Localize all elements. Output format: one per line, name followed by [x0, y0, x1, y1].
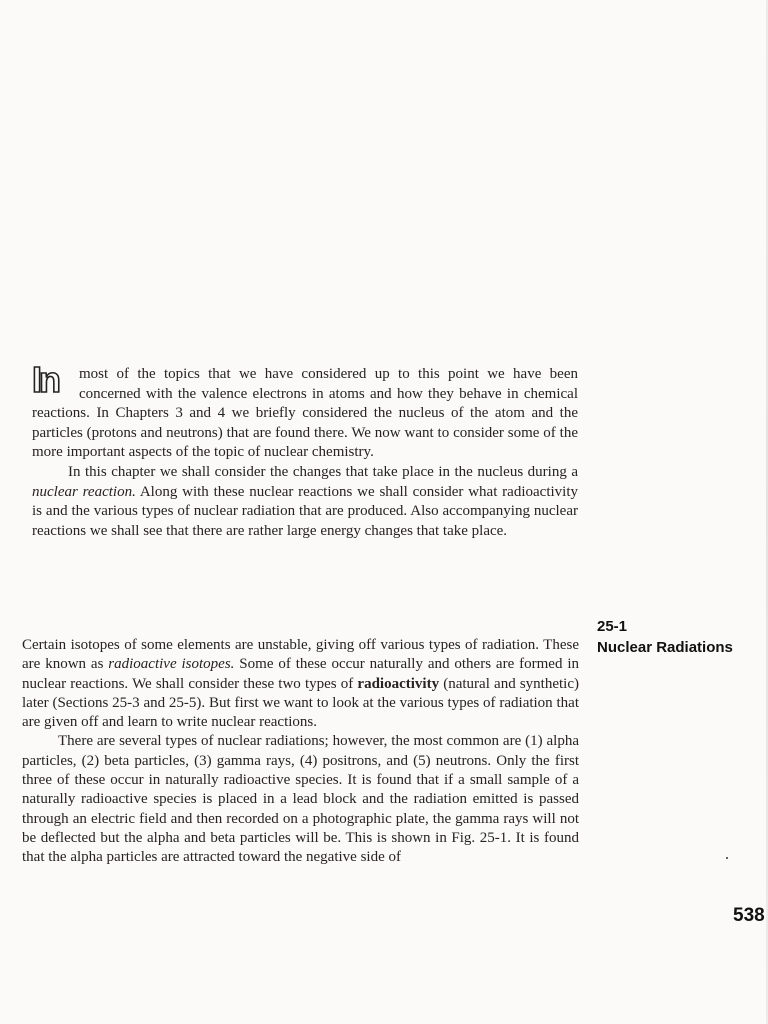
- introduction-paragraph-1: [32, 359, 578, 463]
- drop-cap: In: [32, 359, 58, 400]
- introduction-paragraph-1-text: most of the topics that we have considered up to this point we have been concerned with the valence electrons in atoms and how they behave in chemical reactions. In Chapters 3 and 4 we briefly considered the nucleus of the atom and the particles (protons and neutrons) that are found there. We now want to consider some of the more important aspects of the topic of nuclear chemistry.: [32, 366, 578, 461]
- introduction-paragraph-2: [32, 463, 578, 541]
- section-number: 25-1: [597, 618, 628, 635]
- introduction-paragraph-2-end: Along with these nuclear reactions we shall consider what radioactivity is and the various types of nuclear radiation that are produced. Also accompanying nuclear reactions we shall see that there are rather large energy changes that take place.: [32, 483, 578, 539]
- radioactive-isotopes-italic: radioactive isotopes.: [108, 656, 235, 673]
- section-title: Nuclear Radiations: [597, 639, 733, 656]
- nuclear-reaction-italic: nuclear reaction.: [32, 483, 136, 500]
- body-paragraph-1-start: Certain isotopes of some elements are unstable, giving off various types of radiation. These are known as: [22, 637, 579, 673]
- section-heading: [597, 616, 757, 658]
- body-paragraph-1-middle: Some of these occur naturally and others are formed in nuclear reactions. We shall consider these two types of: [22, 656, 579, 692]
- introduction-paragraph-2-start: In this chapter we shall consider the changes that take place in the nucleus during a: [68, 463, 578, 480]
- page-number: 538: [733, 905, 765, 926]
- body-paragraph-1-end: (natural and synthetic) later (Sections 25-3 and 25-5). But first we want to look at the various types of radiation that are given off and learn to write nuclear reactions.: [22, 675, 579, 731]
- page-speck: [726, 857, 728, 859]
- chapter-introduction: [32, 359, 578, 541]
- section-body: [22, 636, 579, 868]
- radioactivity-bold: radioactivity: [357, 675, 440, 692]
- body-paragraph-1: [22, 636, 579, 732]
- body-paragraph-2: There are several types of nuclear radiations; however, the most common are (1) alpha particles, (2) beta particles, (3) gamma rays, (4) positrons, and (5) neutrons. Only the first three of these occur in naturally radioactive species. It is found that if a small sample of a naturally radioactive species is placed in a lead block and the radiation emitted is passed through an electric field and then recorded on a photographic plate, the gamma rays will not be deflected but the alpha and beta particles will be. This is shown in Fig. 25-1. It is found that the alpha particles are attracted toward the negative side of: [22, 733, 579, 866]
